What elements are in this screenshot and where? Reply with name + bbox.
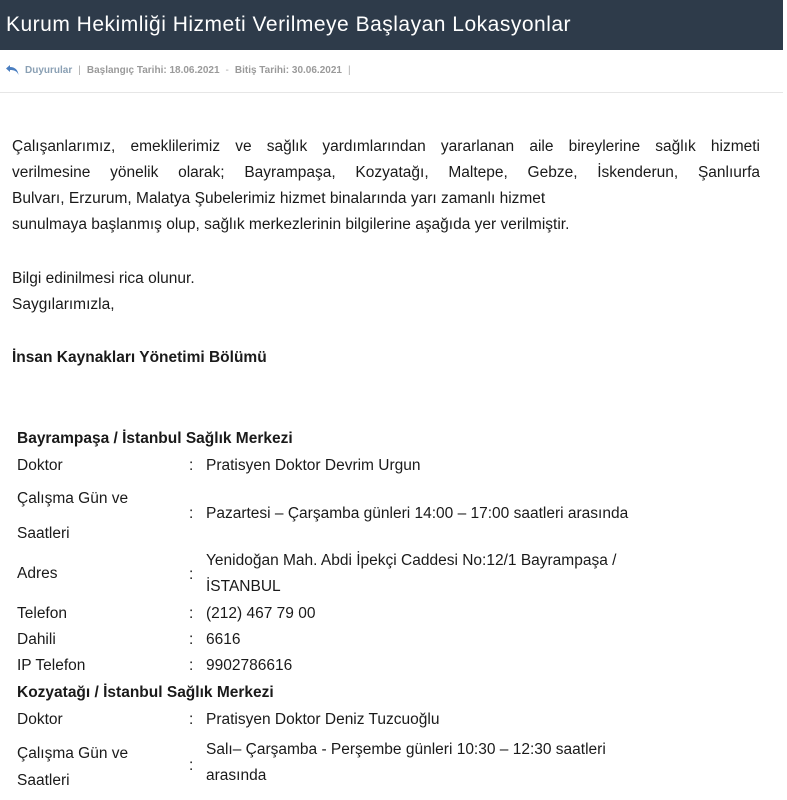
field-label: Dahili bbox=[17, 631, 56, 648]
field-label: IP Telefon bbox=[17, 657, 86, 674]
start-date: Başlangıç Tarihi: 18.06.2021 bbox=[86, 64, 220, 76]
field-label: Doktor bbox=[17, 711, 63, 728]
field-label: Çalışma Gün ve bbox=[17, 490, 129, 507]
phone-value: (212) 467 79 00 bbox=[206, 605, 316, 622]
hours-value: Salı– Çarşamba - Perşembe günleri 10:30 – 12:30 saatleri bbox=[206, 741, 606, 758]
field-label: Saatleri bbox=[17, 525, 70, 542]
colon: : bbox=[189, 605, 194, 622]
category-link[interactable]: Duyurular bbox=[25, 64, 73, 76]
address-value: İSTANBUL bbox=[206, 578, 281, 595]
ip-phone-value: 9902786616 bbox=[206, 657, 293, 674]
doctor-value: Pratisyen Doktor Deniz Tuzcuoğlu bbox=[206, 711, 440, 728]
colon: : bbox=[189, 757, 194, 774]
hours-value: arasında bbox=[206, 767, 267, 784]
field-label: Telefon bbox=[17, 605, 67, 622]
closing-line: Saygılarımızla, bbox=[12, 296, 115, 313]
meta-separator: | bbox=[347, 64, 351, 76]
address-value: Yenidoğan Mah. Abdi İpekçi Caddesi No:12/1 Bayrampaşa / bbox=[206, 552, 617, 569]
hours-value: Pazartesi – Çarşamba günleri 14:00 – 17:00 saatleri arasında bbox=[206, 505, 629, 522]
extension-value: 6616 bbox=[206, 631, 241, 648]
end-date: Bitiş Tarihi: 30.06.2021 bbox=[234, 64, 342, 76]
doctor-value: Pratisyen Doktor Devrim Urgun bbox=[206, 457, 421, 474]
body-line: verilmesine yönelik olarak; Bayrampaşa, Kozyatağı, Maltepe, Gebze, İskenderun, Şanlıurfa bbox=[12, 164, 760, 181]
body-line: sunulmaya başlanmış olup, sağlık merkezlerinin bilgilerine aşağıda yer verilmiştir. bbox=[12, 216, 570, 233]
meta-separator: | bbox=[78, 64, 81, 76]
colon: : bbox=[189, 457, 194, 474]
page-title: Kurum Hekimliği Hizmeti Verilmeye Başlayan Lokasyonlar bbox=[0, 0, 783, 50]
center-heading: Bayrampaşa / İstanbul Sağlık Merkezi bbox=[17, 430, 293, 447]
center-heading: Kozyatağı / İstanbul Sağlık Merkezi bbox=[17, 684, 274, 701]
field-label: Saatleri bbox=[17, 772, 70, 789]
body-line: Bulvarı, Erzurum, Malatya Şubelerimiz hizmet binalarında yarı zamanlı hizmet bbox=[12, 190, 546, 207]
field-label: Çalışma Gün ve bbox=[17, 745, 129, 762]
field-label: Doktor bbox=[17, 457, 63, 474]
colon: : bbox=[189, 505, 194, 522]
signature: İnsan Kaynakları Yönetimi Bölümü bbox=[12, 349, 267, 366]
meta-dash: - bbox=[225, 64, 229, 76]
colon: : bbox=[189, 566, 194, 583]
field-label: Adres bbox=[17, 565, 58, 582]
colon: : bbox=[189, 657, 194, 674]
colon: : bbox=[189, 631, 194, 648]
colon: : bbox=[189, 711, 194, 728]
closing-line: Bilgi edinilmesi rica olunur. bbox=[12, 270, 195, 287]
announcement-meta bbox=[5, 64, 357, 76]
back-arrow-icon[interactable] bbox=[5, 64, 20, 76]
divider bbox=[0, 92, 783, 93]
body-line: Çalışanlarımız, emeklilerimiz ve sağlık yardımlarından yararlanan aile bireylerine sağlık hizmeti bbox=[12, 138, 760, 155]
